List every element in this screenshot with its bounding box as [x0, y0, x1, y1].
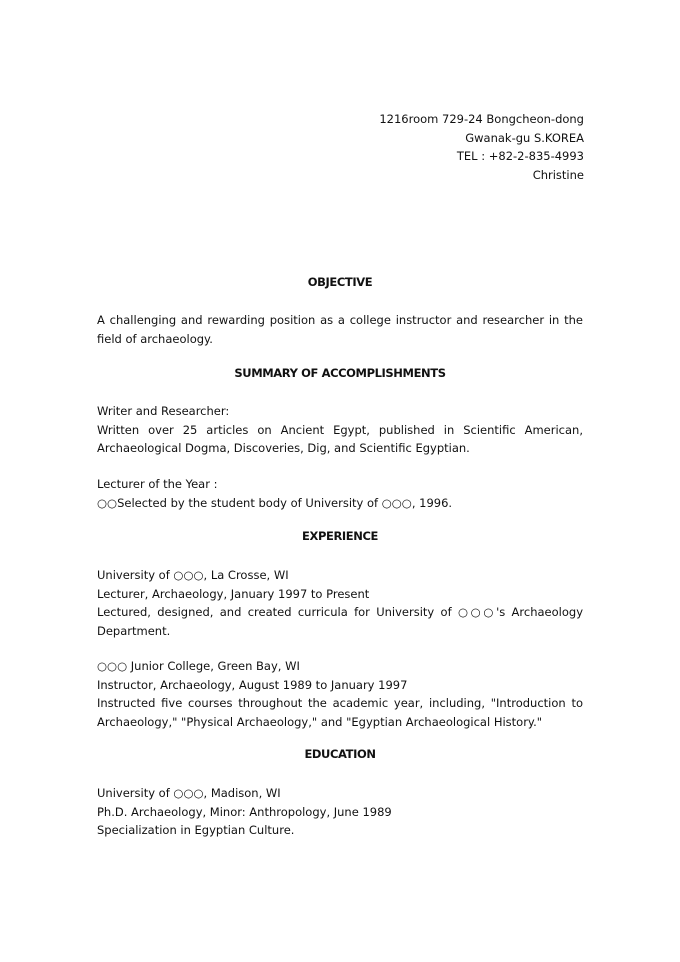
summary-item-title: Lecturer of the Year :: [97, 477, 218, 491]
address-line-street: 1216room 729-24 Bongcheon-dong: [379, 112, 584, 126]
education-heading: EDUCATION: [304, 747, 376, 761]
experience-description-line: Lectured, designed, and created curricula for University of ○○○'s Archaeology: [97, 605, 583, 620]
experience-job-2: [97, 657, 583, 731]
experience-employer: University of ○○○, La Crosse, WI: [97, 568, 289, 582]
summary-item-line: Written over 25 articles on Ancient Egypt, published in Scientific American,: [97, 422, 583, 437]
education-specialization: Specialization in Egyptian Culture.: [97, 823, 295, 838]
experience-employer: ○○○ Junior College, Green Bay, WI: [97, 659, 300, 673]
objective-text: [97, 311, 583, 348]
address-line-city: Gwanak-gu S.KOREA: [465, 130, 584, 145]
address-line-name: Christine: [532, 167, 584, 182]
summary-heading: SUMMARY OF ACCOMPLISHMENTS: [234, 366, 446, 380]
experience-description-line: Archaeology," "Physical Archaeology," and "Egyptian Archaeological History.": [97, 714, 543, 729]
summary-item-title: Writer and Researcher:: [97, 404, 230, 418]
experience-description-line: Instructed five courses throughout the academic year, including, "Introduction to: [97, 696, 583, 711]
education-degree: Ph.D. Archaeology, Minor: Anthropology, June 1989: [97, 804, 392, 819]
address-block: [379, 110, 584, 184]
summary-item-lecturer: [97, 475, 583, 512]
objective-line-1: A challenging and rewarding position as a college instructor and researcher in the: [97, 313, 583, 327]
summary-item-line: ○○Selected by the student body of University of ○○○, 1996.: [97, 495, 453, 510]
summary-item-writer: [97, 402, 583, 458]
summary-item-line: Archaeological Dogma, Discoveries, Dig, and Scientific Egyptian.: [97, 441, 470, 456]
objective-line-2: field of archaeology.: [97, 331, 213, 346]
experience-job-1: [97, 566, 583, 640]
experience-heading: EXPERIENCE: [302, 529, 378, 543]
address-line-phone: TEL : +82-2-835-4993: [456, 149, 584, 163]
objective-heading: OBJECTIVE: [307, 275, 373, 289]
education-entry: [97, 784, 583, 840]
experience-position: Instructor, Archaeology, August 1989 to January 1997: [97, 677, 408, 692]
experience-position: Lecturer, Archaeology, January 1997 to Present: [97, 586, 370, 601]
education-school: University of ○○○, Madison, WI: [97, 786, 281, 800]
experience-description-line: Department.: [97, 623, 171, 638]
